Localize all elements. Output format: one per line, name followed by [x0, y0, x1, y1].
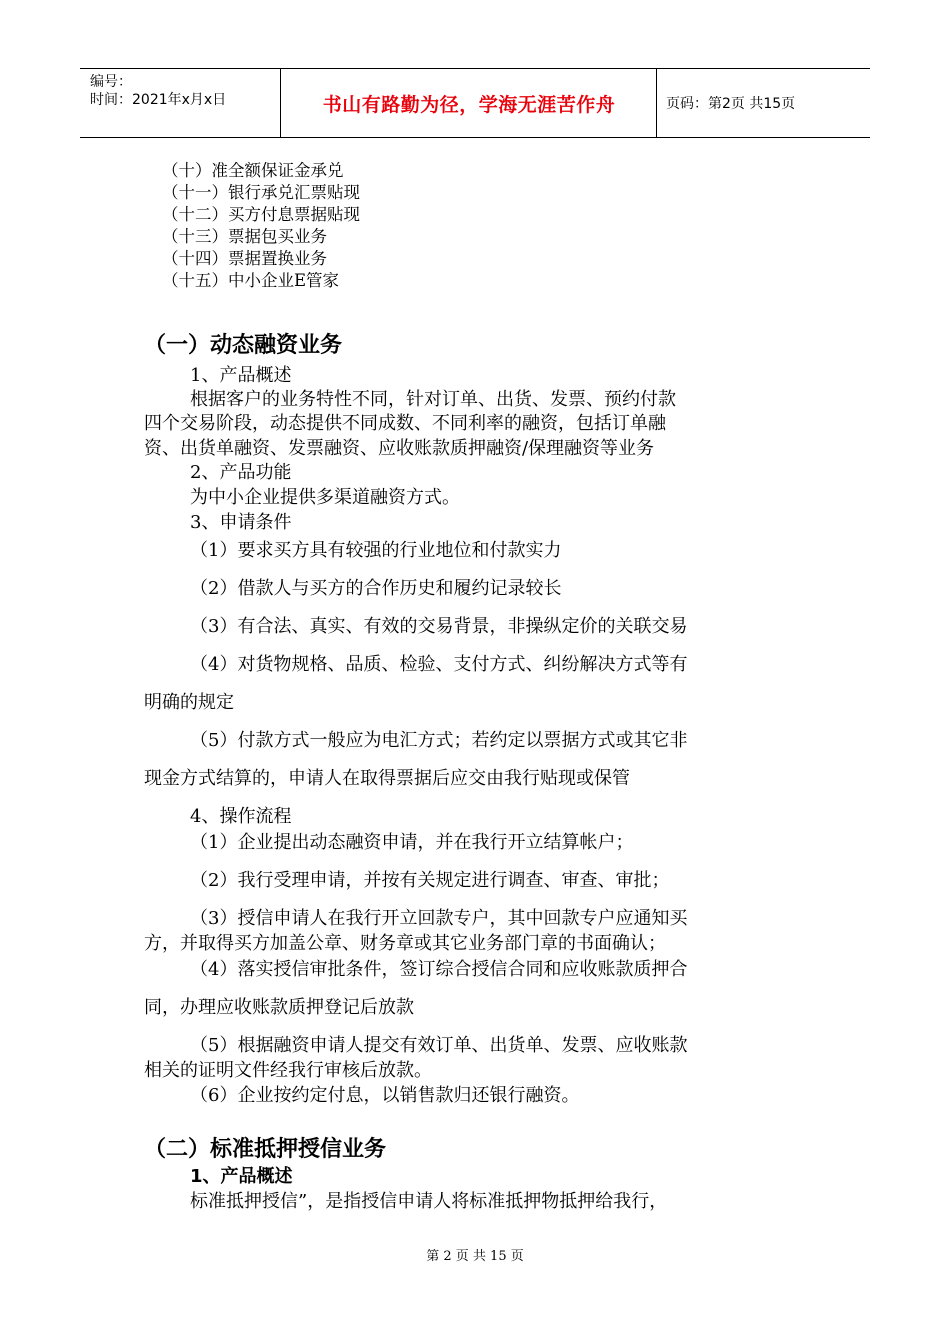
paragraph-line: 为中小企业提供多渠道融资方式。 [190, 487, 460, 508]
list-item: （2）借款人与买方的合作历史和履约记录较长 [190, 578, 562, 599]
toc-item: （十三）票据包买业务 [162, 227, 327, 246]
header-divider [656, 69, 657, 137]
subsection-heading: 1、产品概述 [190, 1166, 293, 1187]
number-label: 编号： [90, 74, 132, 90]
time-label: 时间：2021年x月x日 [90, 92, 227, 108]
list-item: （5）根据融资申请人提交有效订单、出货单、发票、应收账款 [190, 1035, 688, 1056]
header-motto: 书山有路勤为径，学海无涯苦作舟 [322, 93, 616, 116]
paragraph-line: 四个交易阶段，动态提供不同成数、不同利率的融资，包括订单融 [144, 413, 666, 434]
toc-item: （十五）中小企业E管家 [162, 271, 340, 290]
list-item: 同，办理应收账款质押登记后放款 [144, 997, 414, 1018]
subsection-heading: 3、申请条件 [190, 512, 292, 533]
section-heading: （二）标准抵押授信业务 [144, 1137, 387, 1162]
list-item: （6）企业按约定付息，以销售款归还银行融资。 [190, 1085, 580, 1106]
list-item: 相关的证明文件经我行审核后放款。 [144, 1060, 432, 1081]
toc-item: （十四）票据置换业务 [162, 249, 327, 268]
list-item: （1）企业提出动态融资申请，并在我行开立结算帐户； [190, 832, 634, 853]
list-item: （3）授信申请人在我行开立回款专户，其中回款专户应通知买 [190, 908, 688, 929]
section-heading: （一）动态融资业务 [144, 333, 343, 358]
page-info [666, 69, 866, 137]
paragraph-line: 资、出货单融资、发票融资、应收账款质押融资/保理融资等业务 [144, 438, 655, 459]
page-info-text: 页码：第2页 共15页 [666, 96, 796, 112]
list-item: （2）我行受理申请，并按有关规定进行调查、审查、审批； [190, 870, 670, 891]
toc-item: （十二）买方付息票据贴现 [162, 205, 360, 224]
list-item: 明确的规定 [144, 692, 234, 713]
page-header [80, 68, 870, 138]
page-footer: 第 2 页 共 15 页 [426, 1249, 524, 1264]
subsection-heading: 2、产品功能 [190, 462, 292, 483]
toc-item: （十）准全额保证金承兑 [162, 161, 344, 180]
list-item: （4）对货物规格、品质、检验、支付方式、纠纷解决方式等有 [190, 654, 688, 675]
header-divider [280, 69, 281, 137]
list-item: （4）落实授信审批条件，签订综合授信合同和应收账款质押合 [190, 959, 688, 980]
toc-item: （十一）银行承兑汇票贴现 [162, 183, 360, 202]
list-item: （5）付款方式一般应为电汇方式；若约定以票据方式或其它非 [190, 730, 688, 751]
paragraph-line: 根据客户的业务特性不同，针对订单、出货、发票、预约付款 [190, 389, 676, 410]
list-item: 方，并取得买方加盖公章、财务章或其它业务部门章的书面确认； [144, 933, 666, 954]
subsection-heading: 4、操作流程 [190, 806, 292, 827]
list-item: 现金方式结算的，申请人在取得票据后应交由我行贴现或保管 [144, 768, 630, 789]
paragraph-line: 标准抵押授信”，是指授信申请人将标准抵押物抵押给我行， [190, 1191, 668, 1212]
list-item: （1）要求买方具有较强的行业地位和付款实力 [190, 540, 562, 561]
header-meta [80, 69, 280, 137]
subsection-heading: 1、产品概述 [190, 365, 292, 386]
list-item: （3）有合法、真实、有效的交易背景，非操纵定价的关联交易 [190, 616, 688, 637]
